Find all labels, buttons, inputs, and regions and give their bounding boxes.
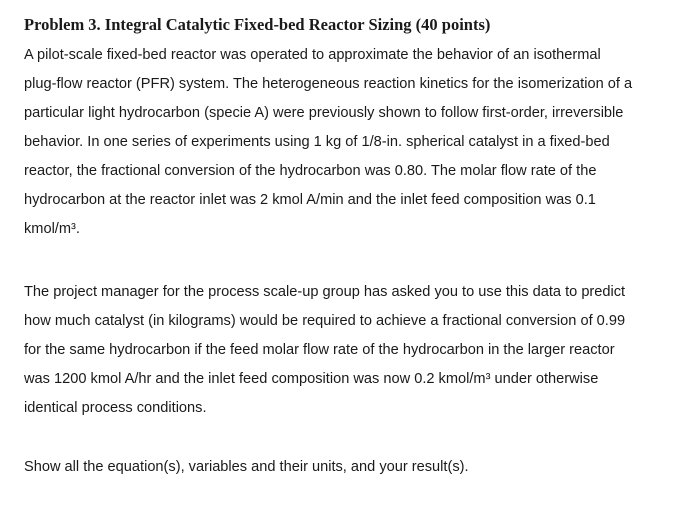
text-line: Show all the equation(s), variables and their units, and your result(s). bbox=[24, 459, 469, 475]
text-line: kmol/m³. bbox=[24, 221, 80, 237]
text-line: reactor, the fractional conversion of the hydrocarbon was 0.80. The molar flow rate of the bbox=[24, 163, 597, 179]
text-line: plug-flow reactor (PFR) system. The heterogeneous reaction kinetics for the isomerization of a bbox=[24, 76, 633, 92]
paragraph-pilot-reactor-description bbox=[24, 41, 664, 244]
paragraph-scale-up-request bbox=[24, 278, 664, 423]
text-line: for the same hydrocarbon if the feed molar flow rate of the hydrocarbon in the larger reactor bbox=[24, 342, 615, 358]
text-line: The project manager for the process scale-up group has asked you to use this data to predict bbox=[24, 284, 626, 300]
text-line: identical process conditions. bbox=[24, 400, 207, 416]
text-line: was 1200 kmol A/hr and the inlet feed composition was now 0.2 kmol/m³ under otherwise bbox=[24, 371, 599, 387]
text-line: particular light hydrocarbon (specie A) were previously shown to follow first-order, irreversible bbox=[24, 105, 624, 121]
paragraph-instructions bbox=[24, 453, 664, 482]
text-line: A pilot-scale fixed-bed reactor was operated to approximate the behavior of an isothermal bbox=[24, 47, 601, 63]
text-line: behavior. In one series of experiments using 1 kg of 1/8-in. spherical catalyst in a fixed-bed bbox=[24, 134, 610, 150]
problem-title: Problem 3. Integral Catalytic Fixed-bed Reactor Sizing (40 points) bbox=[24, 15, 491, 34]
text-line: hydrocarbon at the reactor inlet was 2 kmol A/min and the inlet feed composition was 0.1 bbox=[24, 192, 596, 208]
text-line: how much catalyst (in kilograms) would be required to achieve a fractional conversion of 0.99 bbox=[24, 313, 626, 329]
